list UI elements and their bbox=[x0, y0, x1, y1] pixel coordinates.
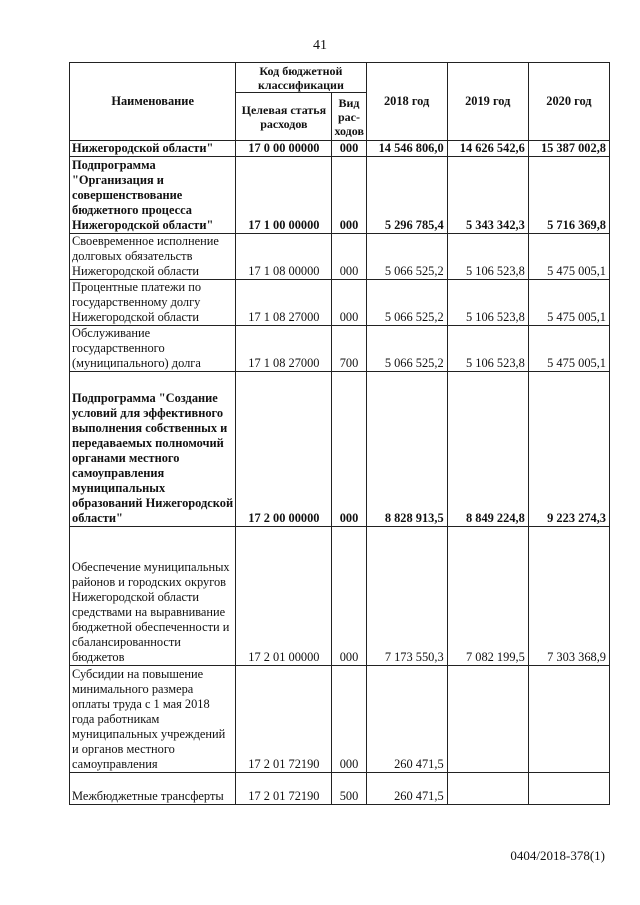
row-name-cell: Обслуживание государственного (муниципального) долга bbox=[70, 326, 236, 372]
row-2020-cell bbox=[528, 666, 609, 773]
page-number: 41 bbox=[313, 38, 327, 53]
row-2018-cell: 7 173 550,3 bbox=[366, 527, 447, 666]
table-row bbox=[70, 280, 610, 326]
header-code-group: Код бюджетной классификации bbox=[236, 63, 366, 93]
row-name-cell: Обеспечение муниципальных районов и городских округов Нижегородской области средствами на выравнивание бюджетной обеспеченности и сбалансированности бюджетов bbox=[70, 527, 236, 666]
table-row bbox=[70, 372, 610, 527]
row-2018-cell: 5 066 525,2 bbox=[366, 326, 447, 372]
row-kind-cell: 000 bbox=[332, 372, 366, 527]
row-kind-cell: 000 bbox=[332, 666, 366, 773]
row-target-article-cell: 17 0 00 00000 bbox=[236, 141, 332, 157]
row-name-cell: Подпрограмма "Создание условий для эффективного выполнения собственных и передаваемых полномочий органами местного самоуправления муниципальных образований Нижегородской области" bbox=[70, 372, 236, 527]
table-row bbox=[70, 141, 610, 157]
header-kind: Вид рас-ходов bbox=[332, 93, 366, 141]
row-target-article-cell: 17 2 01 00000 bbox=[236, 527, 332, 666]
row-2018-cell: 5 066 525,2 bbox=[366, 280, 447, 326]
row-target-article-cell: 17 2 01 72190 bbox=[236, 666, 332, 773]
row-2019-cell bbox=[447, 773, 528, 805]
row-target-article-cell: 17 1 08 27000 bbox=[236, 280, 332, 326]
row-2019-cell: 7 082 199,5 bbox=[447, 527, 528, 666]
table-row bbox=[70, 527, 610, 666]
table-row bbox=[70, 234, 610, 280]
document-number: 0404/2018-378(1) bbox=[510, 848, 605, 863]
row-2020-cell: 15 387 002,8 bbox=[528, 141, 609, 157]
row-2019-cell: 5 343 342,3 bbox=[447, 157, 528, 234]
row-2020-cell: 7 303 368,9 bbox=[528, 527, 609, 666]
row-2019-cell: 5 106 523,8 bbox=[447, 280, 528, 326]
table-body bbox=[70, 141, 610, 805]
table-row bbox=[70, 157, 610, 234]
row-2018-cell: 5 296 785,4 bbox=[366, 157, 447, 234]
table-header bbox=[70, 63, 610, 141]
row-2018-cell: 14 546 806,0 bbox=[366, 141, 447, 157]
row-2019-cell: 5 106 523,8 bbox=[447, 234, 528, 280]
row-kind-cell: 700 bbox=[332, 326, 366, 372]
table-row bbox=[70, 326, 610, 372]
row-2020-cell: 5 475 005,1 bbox=[528, 326, 609, 372]
header-year-2019: 2019 год bbox=[447, 63, 528, 141]
row-2020-cell: 5 475 005,1 bbox=[528, 280, 609, 326]
row-target-article-cell: 17 2 01 72190 bbox=[236, 773, 332, 805]
row-name-cell: Подпрограмма "Организация и совершенствование бюджетного процесса Нижегородской области" bbox=[70, 157, 236, 234]
row-kind-cell: 500 bbox=[332, 773, 366, 805]
row-2019-cell: 5 106 523,8 bbox=[447, 326, 528, 372]
row-2019-cell: 14 626 542,6 bbox=[447, 141, 528, 157]
row-name-cell: Субсидии на повышение минимального размера оплаты труда с 1 мая 2018 года работникам муниципальных учреждений и органов местного самоуправления bbox=[70, 666, 236, 773]
table-row bbox=[70, 773, 610, 805]
header-target-article: Целевая статья расходов bbox=[236, 93, 332, 141]
row-kind-cell: 000 bbox=[332, 157, 366, 234]
row-2018-cell: 260 471,5 bbox=[366, 666, 447, 773]
row-kind-cell: 000 bbox=[332, 141, 366, 157]
row-name-cell: Своевременное исполнение долговых обязательств Нижегородской области bbox=[70, 234, 236, 280]
row-target-article-cell: 17 1 08 27000 bbox=[236, 326, 332, 372]
row-2020-cell: 9 223 274,3 bbox=[528, 372, 609, 527]
row-2018-cell: 8 828 913,5 bbox=[366, 372, 447, 527]
header-year-2020: 2020 год bbox=[528, 63, 609, 141]
budget-table bbox=[69, 62, 610, 805]
row-name-cell: Процентные платежи по государственному долгу Нижегородской области bbox=[70, 280, 236, 326]
row-target-article-cell: 17 1 08 00000 bbox=[236, 234, 332, 280]
header-name: Наименование bbox=[70, 63, 236, 141]
row-target-article-cell: 17 2 00 00000 bbox=[236, 372, 332, 527]
header-year-2018: 2018 год bbox=[366, 63, 447, 141]
row-2020-cell bbox=[528, 773, 609, 805]
row-kind-cell: 000 bbox=[332, 527, 366, 666]
row-kind-cell: 000 bbox=[332, 234, 366, 280]
row-2020-cell: 5 475 005,1 bbox=[528, 234, 609, 280]
row-name-cell: Межбюджетные трансферты bbox=[70, 773, 236, 805]
row-2019-cell: 8 849 224,8 bbox=[447, 372, 528, 527]
row-kind-cell: 000 bbox=[332, 280, 366, 326]
row-2020-cell: 5 716 369,8 bbox=[528, 157, 609, 234]
table-row bbox=[70, 666, 610, 773]
row-2018-cell: 260 471,5 bbox=[366, 773, 447, 805]
row-2019-cell bbox=[447, 666, 528, 773]
row-2018-cell: 5 066 525,2 bbox=[366, 234, 447, 280]
row-name-cell: Нижегородской области" bbox=[70, 141, 236, 157]
row-target-article-cell: 17 1 00 00000 bbox=[236, 157, 332, 234]
